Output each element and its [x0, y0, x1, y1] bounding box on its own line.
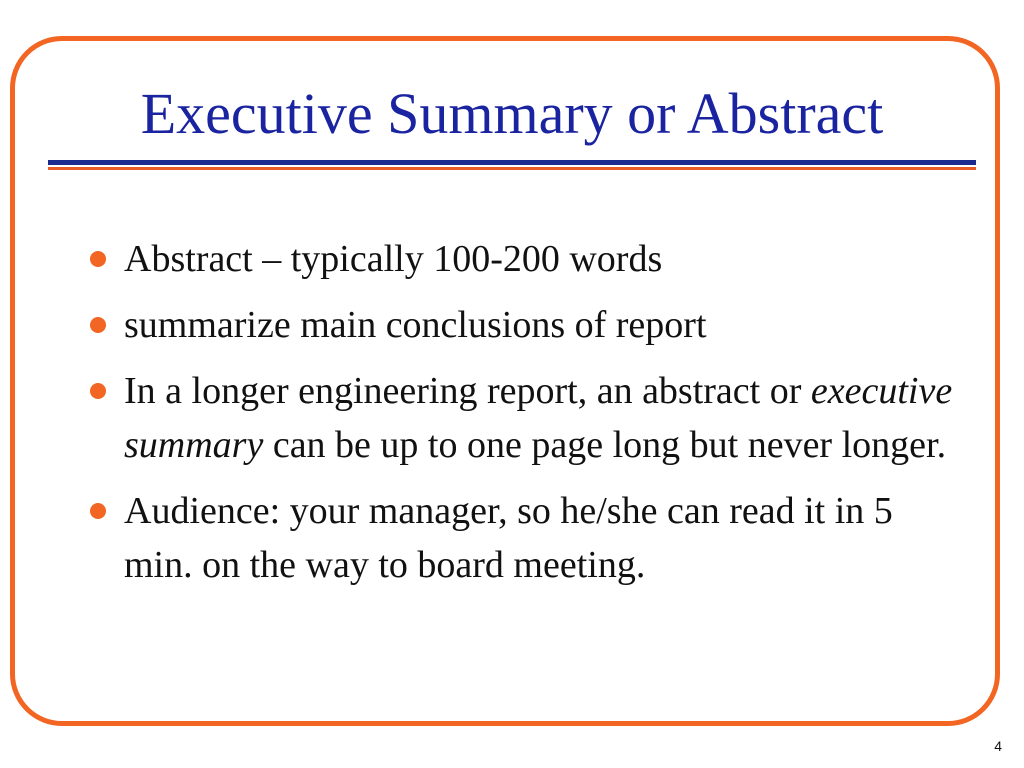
bullet-dot-icon [90, 251, 106, 267]
bullet-text-before: In a longer engineering report, an abstract or [124, 370, 811, 412]
bullet-text: Abstract – typically 100-200 words [124, 238, 663, 280]
bullet-text-after: can be up to one page long but never longer. [263, 424, 947, 466]
page-number: 4 [994, 738, 1002, 754]
bullet-text-emphasis: executive summary [124, 370, 953, 466]
bullet-dot-icon [90, 317, 106, 333]
bullet-dot-icon [90, 383, 106, 399]
bullet-item [124, 232, 964, 286]
bullet-text: Audience: your manager, so he/she can read it in 5 min. on the way to board meeting. [124, 490, 893, 586]
bullet-item [124, 484, 964, 592]
bullet-list [124, 232, 964, 604]
slide-title: Executive Summary or Abstract [140, 81, 884, 146]
bullet-item [124, 364, 964, 472]
title-underline-orange [48, 167, 976, 170]
title-underline-blue [48, 160, 976, 165]
bullet-item [124, 298, 964, 352]
bullet-text: summarize main conclusions of report [124, 304, 707, 346]
bullet-dot-icon [90, 503, 106, 519]
